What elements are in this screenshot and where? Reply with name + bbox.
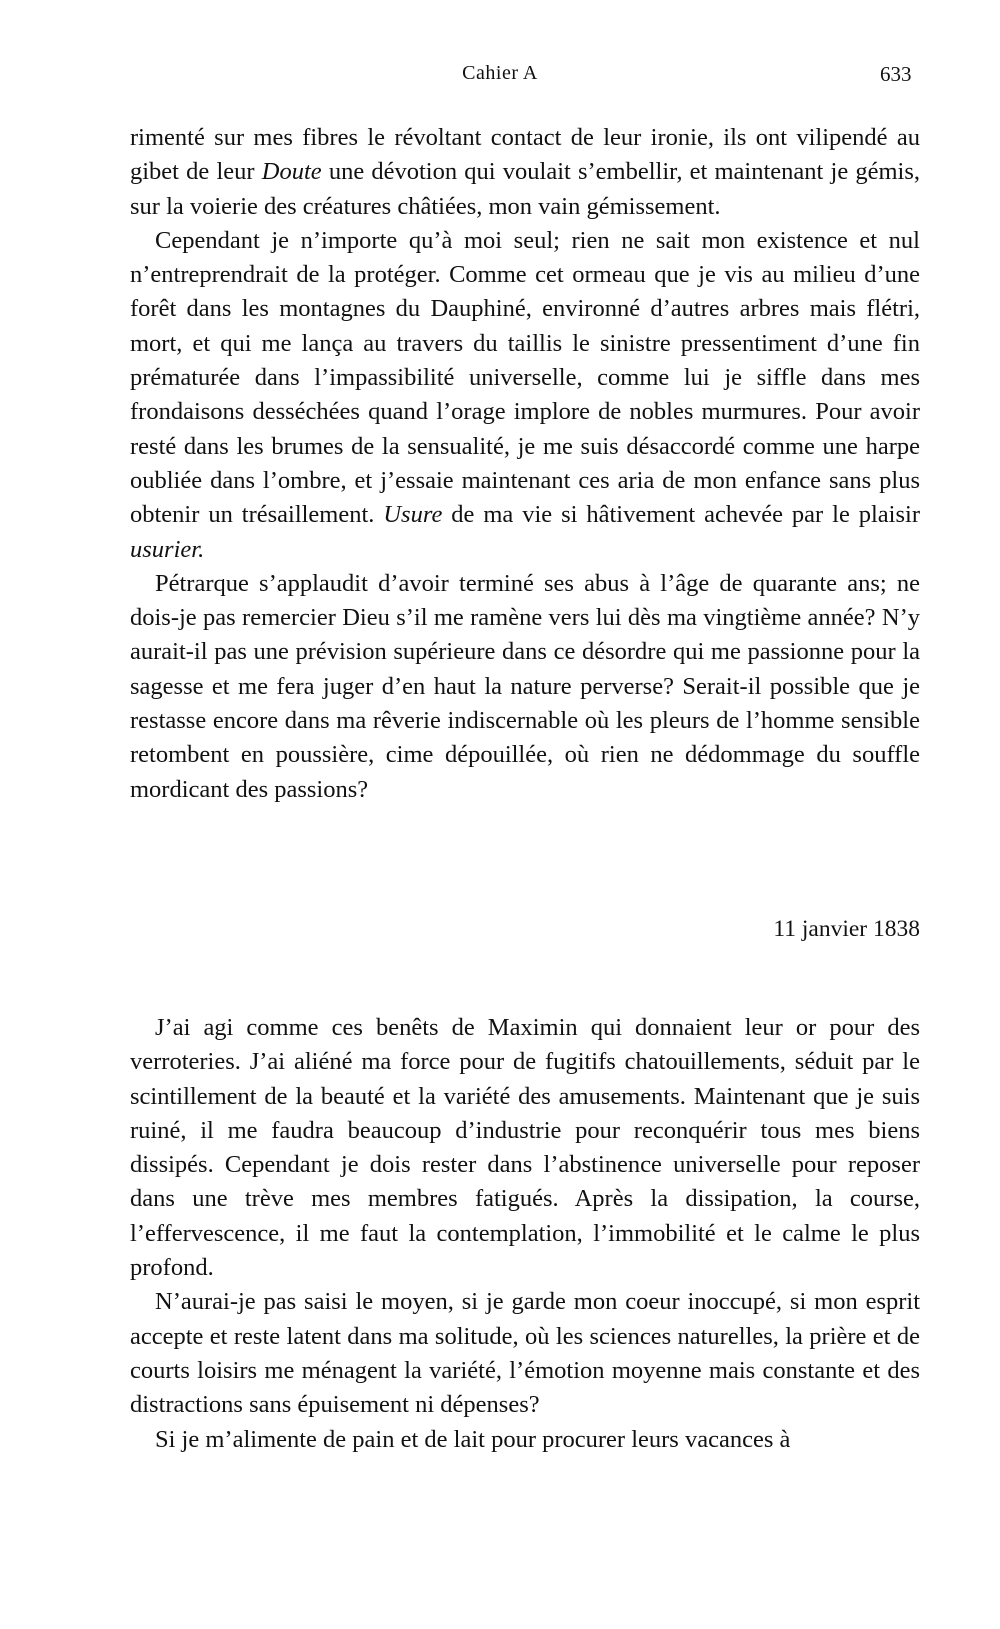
paragraph-text: une dévotion qui voulait s’embellir, et maintenant je gémis, sur la voierie des créatures châtiées, mon vain gémissement. [130,158,921,220]
entry-date: 11 janvier 1838 [773,916,920,942]
paragraph-text: rimenté sur mes fibres le révoltant contact de leur ironie, ils ont vilipendé au gibet de leur [130,124,920,186]
paragraph: Si je m’alimente de pain et de lait pour procurer leurs vacances à [155,1425,791,1453]
text-block-1 [130,121,920,807]
text-block-2 [130,1011,920,1457]
italic-word: usurier. [130,535,205,563]
paragraph-text: Cependant je n’importe qu’à moi seul; rien ne sait mon existence et nul n’entreprendrait de la protéger. Comme cet ormeau que je vis au milieu d’une forêt dans les montagnes du Dauphiné, environné d’autres arbres mais flétri, mort, et qui me lança au travers du taillis le sinistre pressentiment d’une fin prématurée dans l’impassibilité universelle, comme lui je siffle dans mes frondaisons desséchées quand l’orage implore de nobles murmures. Pour avoir resté dans les brumes de la sensualité, je me suis désaccordé comme une harpe oubliée dans l’ombre, et j’essaie maintenant ces aria de mon enfance sans plus obtenir un trésaillement. [130,226,920,529]
paragraph-text: de ma vie si hâtivement achevée par le plaisir [451,501,920,529]
paragraph: J’ai agi comme ces benêts de Maximin qui donnaient leur or pour des verroteries. J’ai aliéné ma force pour de fugitifs chatouillements, séduit par le scintillement de la beauté et la variété des amusements. Maintenant que je suis ruiné, il me faudra beaucoup d’industrie pour reconquérir tous mes biens dissipés. Cependant je dois rester dans l’abstinence universelle pour reposer dans une trève mes membres fatigués. Après la dissipation, la course, l’effervescence, il me faut la contemplation, l’immobilité et le calme le plus profond. [130,1014,920,1282]
paragraph [130,224,920,567]
paragraph: Pétrarque s’applaudit d’avoir terminé ses abus à l’âge de quarante ans; ne dois-je pas remercier Dieu s’il me ramène vers lui dès ma vingtième année? N’y aurait-il pas une prévision supérieure dans ce désordre qui me passionne pour la sagesse et me fera juger d’en haut la nature perverse? Serait-il possible que je restasse encore dans ma rêverie indiscernable où les pleurs de l’homme sensible retombent en poussière, cime dépouillée, où rien ne dédommage du souffle mordicant des passions? [130,569,920,803]
paragraph: N’aurai-je pas saisi le moyen, si je garde mon coeur inoccupé, si mon esprit accepte et reste latent dans ma solitude, où les sciences naturelles, la prière et de courts loisirs me ménagent la variété, l’émotion moyenne mais constante et des distractions sans épuisement ni dépenses? [130,1288,920,1419]
paragraph [130,121,920,224]
running-header: Cahier A [462,62,538,84]
italic-word: Doute [261,158,322,186]
page-number: 633 [880,62,912,86]
italic-word: Usure [383,501,443,529]
